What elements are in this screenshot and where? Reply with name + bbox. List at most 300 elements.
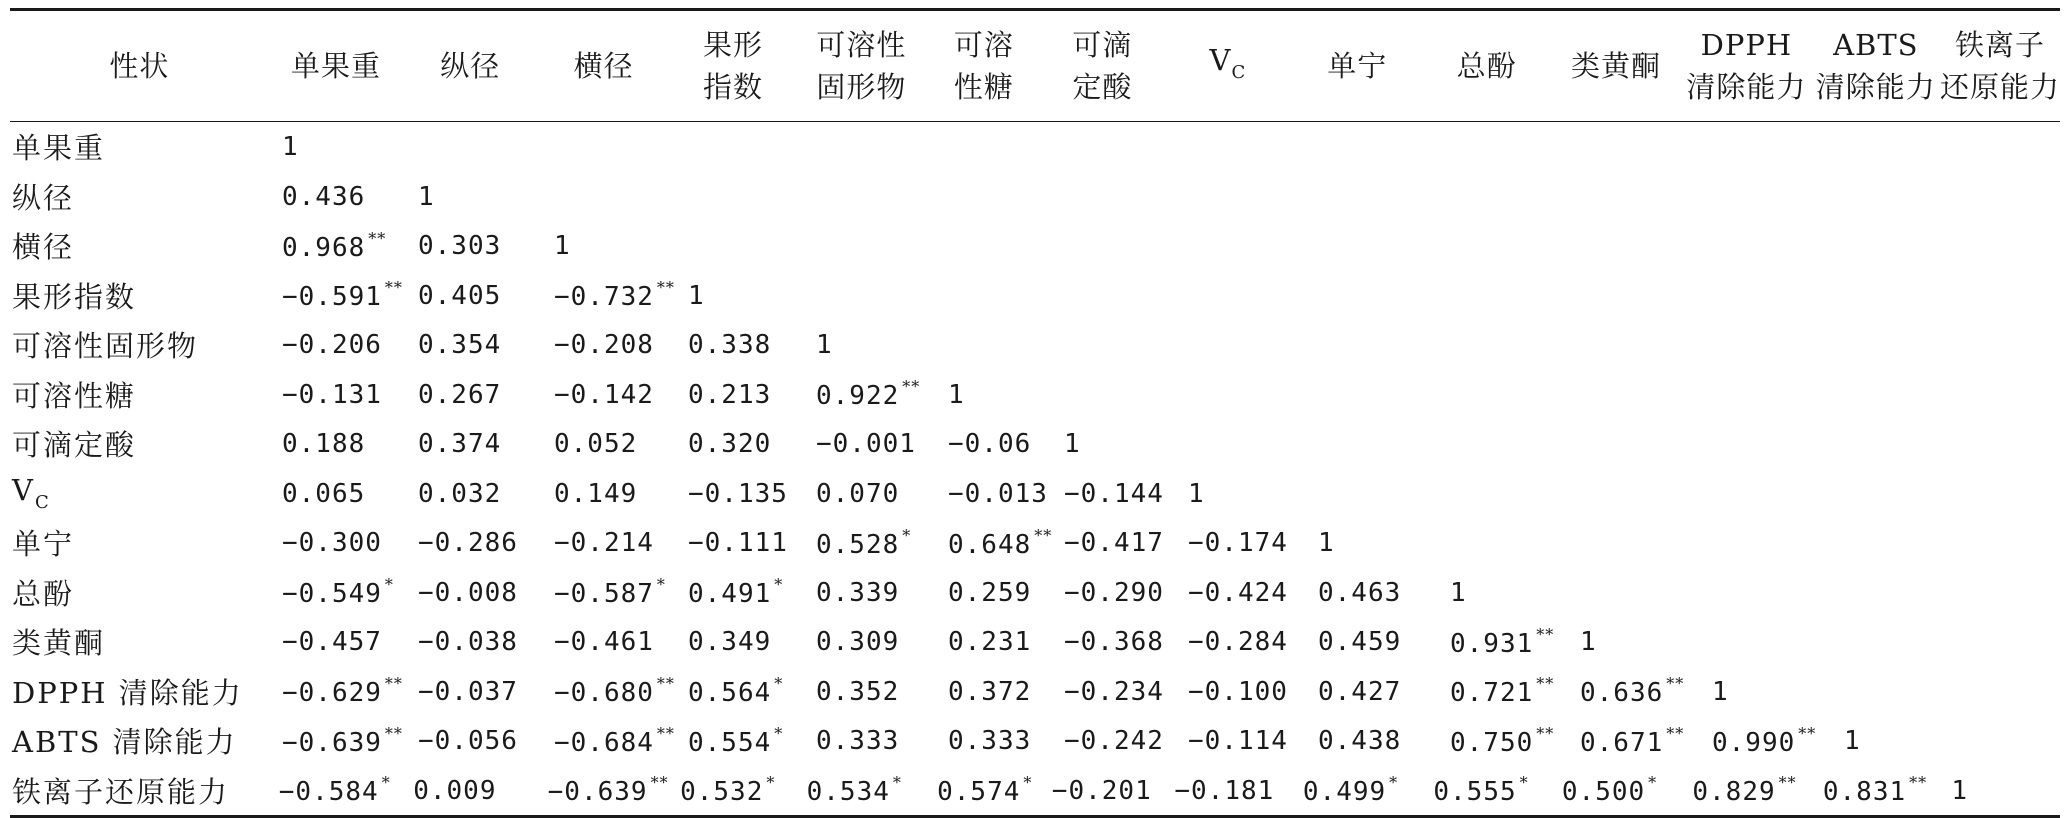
table-cell [1440, 577, 1570, 608]
table-row [10, 568, 2060, 618]
significance-marker: ** [1536, 723, 1555, 743]
correlation-value: 0.968 [282, 232, 366, 263]
table-cell [544, 230, 678, 261]
table-cell [1054, 428, 1178, 459]
table-cell [408, 181, 544, 212]
significance-marker: ** [902, 377, 921, 397]
table-cell [272, 626, 408, 657]
table-cell [678, 478, 806, 509]
correlation-value: −0.144 [1064, 478, 1164, 509]
correlation-value: −0.290 [1064, 577, 1164, 608]
correlation-value: −0.629 [282, 678, 382, 709]
row-label: 铁离子还原能力 [12, 774, 230, 809]
table-body [10, 122, 2064, 815]
column-header [537, 45, 669, 87]
column-header-line: 清除能力 [1686, 70, 1807, 104]
correlation-value: 1 [418, 181, 435, 212]
column-header-line: 固形物 [816, 70, 907, 104]
correlation-value: 0.065 [282, 478, 366, 509]
correlation-value: −0.584 [278, 777, 379, 808]
column-header [1292, 45, 1422, 87]
correlation-value: 0.671 [1580, 727, 1664, 758]
correlation-value: −0.461 [554, 627, 654, 658]
correlation-value: 0.374 [418, 429, 502, 460]
correlation-value: 0.555 [1433, 777, 1517, 808]
table-cell [806, 329, 938, 360]
correlation-value: 1 [816, 330, 833, 361]
correlation-value: −0.214 [554, 528, 654, 559]
significance-marker: * [656, 575, 666, 595]
table-cell [408, 676, 544, 707]
table-cell [1552, 773, 1682, 807]
correlation-value: 0.372 [948, 676, 1032, 707]
correlation-value: 1 [554, 231, 571, 262]
table-cell [408, 626, 544, 657]
correlation-value: −0.206 [282, 330, 382, 361]
significance-marker: ** [1666, 674, 1685, 694]
table-row [10, 766, 2060, 816]
row-label: 可溶性固形物 [12, 329, 199, 364]
significance-marker: ** [1798, 723, 1817, 743]
column-header [403, 45, 537, 87]
correlation-value: 0.338 [688, 330, 772, 361]
table-cell [408, 280, 544, 311]
table-row [10, 122, 2060, 172]
table-cell [544, 626, 678, 657]
table-cell [1834, 725, 1964, 756]
row-label: 可溶性糖 [12, 378, 137, 413]
table-row [10, 271, 2060, 321]
table-cell [1178, 577, 1308, 608]
table-cell [938, 379, 1054, 410]
correlation-value: 1 [688, 280, 705, 311]
table-cell [408, 329, 544, 360]
column-header [796, 24, 926, 108]
table-cell [938, 725, 1054, 756]
table-cell [1054, 676, 1178, 707]
table-row [10, 221, 2060, 271]
table-cell [272, 379, 408, 410]
table-cell [408, 527, 544, 558]
correlation-value: −0.417 [1064, 528, 1164, 559]
table-cell [1178, 676, 1308, 707]
table-cell [1054, 527, 1178, 558]
row-label: 可滴定酸 [12, 428, 137, 463]
correlation-value: 1 [1844, 726, 1861, 757]
column-header-line: 性糖 [953, 70, 1014, 104]
table-cell [544, 379, 678, 410]
subscript-c: C [34, 492, 51, 514]
correlation-value: 0.829 [1692, 777, 1776, 808]
correlation-value: 0.267 [418, 379, 502, 410]
correlation-value: 1 [1318, 528, 1335, 559]
correlation-value: 1 [1450, 577, 1467, 608]
correlation-value: −0.587 [554, 579, 654, 610]
table-cell [272, 278, 408, 312]
significance-marker: ** [368, 228, 387, 248]
table-row [10, 667, 2060, 717]
correlation-value: 0.554 [688, 727, 772, 758]
correlation-value: −0.056 [418, 726, 518, 757]
table-cell [1054, 478, 1178, 509]
table-cell [1570, 674, 1702, 708]
row-label: 单宁 [12, 527, 75, 562]
correlation-value: −0.100 [1188, 676, 1288, 707]
table-cell [1440, 674, 1570, 708]
column-header [927, 24, 1042, 108]
correlation-value: 1 [1064, 429, 1081, 460]
correlation-value: 0.990 [1712, 727, 1796, 758]
table-cell [1702, 676, 1834, 707]
table-row [10, 518, 2060, 568]
table-row [10, 617, 2060, 667]
row-label: ABTS 清除能力 [12, 725, 237, 760]
correlation-value: −0.06 [948, 429, 1032, 460]
column-header [1041, 24, 1163, 108]
table-cell [272, 229, 408, 263]
significance-marker: ** [656, 278, 675, 298]
correlation-value: −0.286 [418, 528, 518, 559]
correlation-value: 0.070 [816, 478, 900, 509]
correlation-value: −0.300 [282, 528, 382, 559]
column-header [1681, 24, 1811, 108]
correlation-value: 0.339 [816, 577, 900, 608]
significance-marker: * [774, 723, 784, 743]
column-header-line: 可溶性 [816, 28, 907, 62]
column-header [1812, 24, 1940, 108]
table-cell [678, 428, 806, 459]
correlation-value: 0.309 [816, 627, 900, 658]
correlation-value: −0.142 [554, 379, 654, 410]
significance-marker: ** [656, 674, 675, 694]
correlation-value: 1 [1951, 775, 1969, 806]
table-row [10, 469, 2060, 519]
correlation-value: 0.213 [688, 379, 772, 410]
table-cell [1054, 725, 1178, 756]
correlation-value: −0.424 [1188, 577, 1288, 608]
correlation-value: 0.831 [1822, 777, 1907, 808]
correlation-value: −0.201 [1051, 775, 1152, 806]
correlation-value: 0.534 [806, 777, 890, 808]
correlation-value: −0.680 [554, 678, 654, 709]
table-row [10, 370, 2060, 420]
correlation-value: 1 [1580, 627, 1597, 658]
column-header [1164, 39, 1292, 94]
table-row [10, 716, 2060, 766]
correlation-value: 0.491 [688, 579, 772, 610]
table-cell [403, 775, 537, 806]
significance-marker: * [1648, 773, 1658, 793]
table-cell [1682, 773, 1812, 807]
correlation-value: 0.532 [680, 777, 764, 808]
column-header-line: 还原能力 [1940, 70, 2061, 104]
table-cell [927, 773, 1042, 807]
row-label: 纵径 [12, 180, 75, 215]
row-label: $V_C$ [12, 473, 51, 514]
correlation-value: 0.931 [1450, 628, 1534, 659]
correlation-value: −0.639 [282, 727, 382, 758]
table-cell [938, 676, 1054, 707]
table-cell [1178, 527, 1308, 558]
column-header [1940, 24, 2060, 108]
row-label: 单果重 [12, 131, 106, 166]
column-header-line: 单宁 [1327, 49, 1388, 83]
column-header [1422, 45, 1550, 87]
column-header [670, 24, 796, 108]
table-cell [1054, 577, 1178, 608]
correlation-value: 0.354 [418, 330, 502, 361]
row-label: DPPH 清除能力 [12, 675, 243, 710]
table-cell [1423, 773, 1552, 807]
table-cell [806, 626, 938, 657]
correlation-value: 0.052 [554, 429, 638, 460]
significance-marker: * [892, 773, 902, 793]
correlation-value: 0.188 [282, 429, 366, 460]
correlation-value: −0.639 [547, 777, 648, 808]
correlation-value: 0.922 [816, 381, 900, 412]
table-cell [408, 577, 544, 608]
correlation-value: 1 [282, 132, 299, 163]
table-cell [1308, 527, 1440, 558]
table-cell [938, 626, 1054, 657]
table-cell [1440, 625, 1570, 659]
table-cell [1570, 626, 1702, 657]
column-header-line: 可滴 [1072, 28, 1133, 62]
table-cell [272, 724, 408, 758]
significance-marker: * [1519, 773, 1529, 793]
table-cell [269, 773, 403, 807]
significance-marker: * [774, 575, 784, 595]
significance-marker: ** [384, 723, 403, 743]
table-cell [272, 674, 408, 708]
correlation-value: 0.721 [1450, 678, 1534, 709]
table-cell [1042, 775, 1165, 806]
correlation-value: 0.463 [1318, 577, 1402, 608]
correlation-value: 0.149 [554, 478, 638, 509]
table-cell [806, 478, 938, 509]
column-header-line: 定酸 [1072, 70, 1133, 104]
column-header-line: $V_C$ [1209, 42, 1247, 83]
row-label: 横径 [12, 230, 75, 265]
table-cell [544, 478, 678, 509]
significance-marker: * [766, 773, 776, 793]
row-label: 总酚 [12, 576, 75, 611]
correlation-value: 0.259 [948, 577, 1032, 608]
correlation-value: 1 [948, 379, 965, 410]
correlation-value: −0.114 [1188, 726, 1288, 757]
table-cell [938, 478, 1054, 509]
correlation-value: 1 [1712, 676, 1729, 707]
table-header-row [10, 11, 2060, 121]
column-header [269, 45, 403, 87]
table-row [10, 172, 2060, 222]
table-cell [272, 575, 408, 609]
table-cell [806, 676, 938, 707]
correlation-value: −0.242 [1064, 726, 1164, 757]
table-cell [272, 527, 408, 558]
table-cell [544, 428, 678, 459]
table-cell [272, 329, 408, 360]
correlation-value: 0.303 [418, 231, 502, 262]
column-header-line: 纵径 [440, 49, 501, 83]
correlation-value: 0.750 [1450, 727, 1534, 758]
column-header [10, 45, 269, 87]
table-cell [1440, 724, 1570, 758]
correlation-value: 0.009 [413, 775, 497, 806]
table-cell [678, 329, 806, 360]
column-header-line: 清除能力 [1815, 70, 1936, 104]
table-cell [678, 674, 806, 708]
table-cell [408, 379, 544, 410]
correlation-value: 0.436 [282, 181, 366, 212]
correlation-value: −0.131 [282, 379, 382, 410]
column-header-line: 类黄酮 [1571, 49, 1662, 83]
table-cell [938, 577, 1054, 608]
table-cell [1054, 626, 1178, 657]
correlation-value: 0.636 [1580, 678, 1664, 709]
significance-marker: * [902, 525, 912, 545]
correlation-value: −0.208 [554, 330, 654, 361]
correlation-value: 0.499 [1302, 777, 1387, 808]
correlation-value: −0.135 [688, 478, 788, 509]
table-cell [1308, 676, 1440, 707]
table-cell [806, 725, 938, 756]
table-cell [806, 428, 938, 459]
correlation-value: 0.427 [1318, 676, 1402, 707]
table-cell [544, 278, 678, 312]
significance-marker: ** [1536, 624, 1555, 644]
correlation-table [10, 8, 2064, 818]
correlation-value: 0.352 [816, 676, 900, 707]
table-cell [544, 724, 678, 758]
table-cell [797, 773, 927, 807]
significance-marker: ** [384, 278, 403, 298]
correlation-value: −0.008 [418, 577, 518, 608]
correlation-value: −0.684 [554, 727, 654, 758]
table-cell [1293, 773, 1423, 807]
table-cell [678, 280, 806, 311]
correlation-value: −0.591 [282, 282, 382, 313]
correlation-value: 0.320 [688, 429, 772, 460]
table-cell [544, 329, 678, 360]
correlation-value: −0.234 [1064, 676, 1164, 707]
significance-marker: ** [384, 674, 403, 694]
significance-marker: ** [1034, 525, 1053, 545]
table-cell [1570, 724, 1702, 758]
correlation-value: −0.001 [816, 429, 916, 460]
table-cell [544, 575, 678, 609]
table-cell [1813, 773, 1942, 807]
correlation-value: 0.500 [1561, 777, 1646, 808]
table-cell [272, 428, 408, 459]
column-header-line: 指数 [703, 70, 764, 104]
correlation-value: −0.549 [282, 579, 382, 610]
table-cell [678, 527, 806, 558]
table-cell [538, 773, 670, 807]
row-label: 果形指数 [12, 279, 137, 314]
table-cell [408, 428, 544, 459]
table-cell [678, 724, 806, 758]
table-cell [408, 725, 544, 756]
table-cell [1941, 775, 2060, 806]
correlation-value: −0.174 [1188, 528, 1288, 559]
column-header-line: 可溶 [953, 28, 1014, 62]
significance-marker: ** [650, 773, 669, 793]
correlation-value: 0.564 [688, 678, 772, 709]
table-cell [408, 478, 544, 509]
table-cell [938, 428, 1054, 459]
table-cell [806, 526, 938, 560]
column-header-line: 果形 [703, 28, 764, 62]
significance-marker: * [381, 773, 391, 793]
correlation-value: 0.349 [688, 627, 772, 658]
correlation-value: −0.284 [1188, 627, 1288, 658]
table-cell [1178, 725, 1308, 756]
significance-marker: * [1389, 773, 1399, 793]
table-cell [1178, 626, 1308, 657]
table-cell [1178, 478, 1308, 509]
table-cell [678, 379, 806, 410]
correlation-value: −0.181 [1174, 775, 1275, 806]
significance-marker: ** [1778, 773, 1797, 793]
correlation-value: −0.111 [688, 528, 788, 559]
table-cell [408, 230, 544, 261]
significance-marker: ** [1909, 773, 1928, 793]
correlation-value: 0.528 [816, 529, 900, 560]
column-header-line: 横径 [573, 49, 634, 83]
correlation-value: −0.457 [282, 627, 382, 658]
table-cell [544, 674, 678, 708]
correlation-value: 1 [1188, 478, 1205, 509]
significance-marker: * [774, 674, 784, 694]
correlation-value: 0.333 [948, 726, 1032, 757]
correlation-value: 0.459 [1318, 627, 1402, 658]
correlation-value: 0.231 [948, 627, 1032, 658]
correlation-value: −0.037 [418, 676, 518, 707]
table-cell [1164, 775, 1293, 806]
table-row [10, 419, 2060, 469]
correlation-value: −0.013 [948, 478, 1048, 509]
column-header-line: 铁离子 [1954, 28, 2045, 62]
table-cell [544, 527, 678, 558]
table-cell [806, 577, 938, 608]
column-header [1551, 45, 1681, 87]
significance-marker: ** [1536, 674, 1555, 694]
column-header-line: 单果重 [290, 49, 381, 83]
significance-marker: ** [1666, 723, 1685, 743]
column-header-line: 性状 [109, 49, 170, 83]
correlation-value: 0.333 [816, 726, 900, 757]
table-cell [806, 377, 938, 411]
subscript-c: C [1231, 61, 1247, 83]
table-cell [1308, 626, 1440, 657]
correlation-value: 0.574 [937, 777, 1021, 808]
table-cell [1702, 724, 1834, 758]
correlation-value: −0.038 [418, 627, 518, 658]
correlation-value: 0.648 [948, 529, 1032, 560]
table-row [10, 320, 2060, 370]
table-cell [1308, 725, 1440, 756]
correlation-value: 0.032 [418, 478, 502, 509]
table-cell [272, 181, 408, 212]
column-header-line: ABTS [1833, 28, 1919, 62]
significance-marker: * [384, 575, 394, 595]
table-cell [272, 478, 408, 509]
table-cell [938, 526, 1054, 560]
correlation-value: −0.732 [554, 282, 654, 313]
column-header-line: 总酚 [1456, 49, 1517, 83]
table-cell [670, 773, 797, 807]
